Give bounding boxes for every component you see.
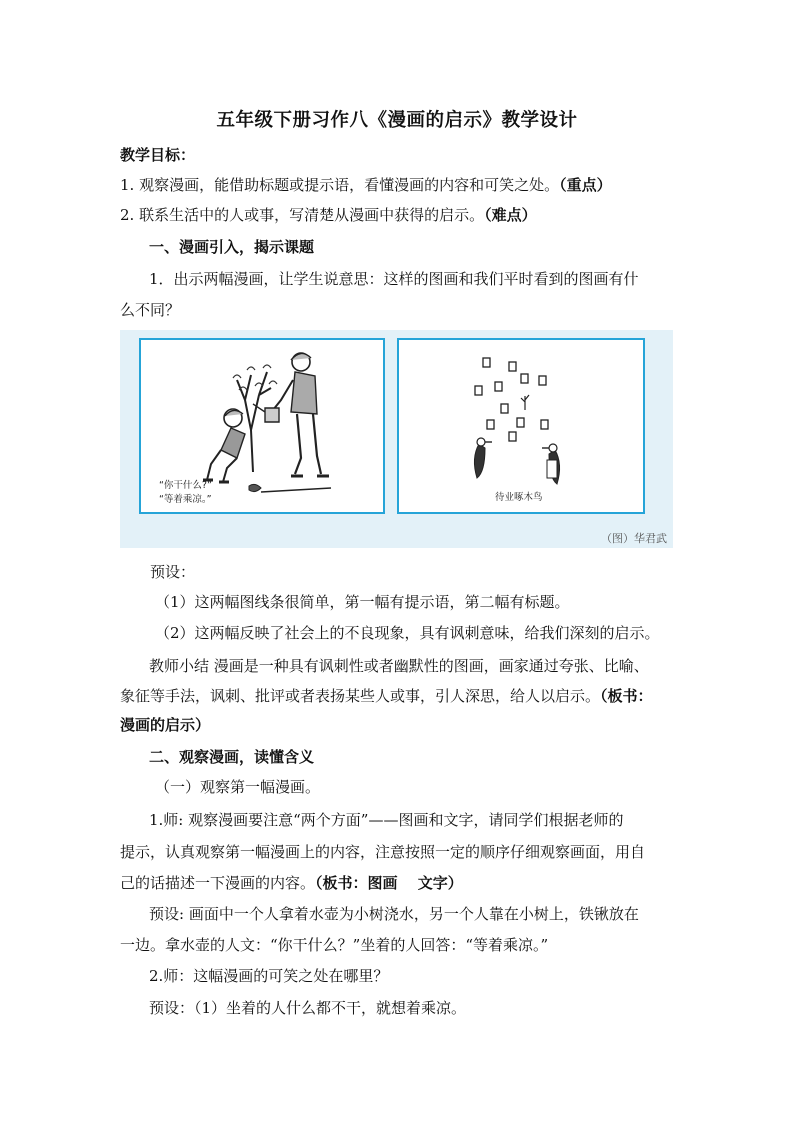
comic-panel-1-caption-1: “你干什么?” <box>159 480 212 491</box>
page-title: 五年级下册习作八《漫画的启示》教学设计 <box>216 110 578 131</box>
summary-line-3: 漫画的启示） <box>120 716 211 734</box>
comic-panel-1 <box>139 338 385 514</box>
preset-2: （2）这两幅反映了社会上的不良现象，具有讽刺意味，给我们深刻的启示。 <box>155 624 660 642</box>
comic-panel-2-caption: 待业啄木鸟 <box>495 492 543 503</box>
summary-line-2 <box>120 686 680 706</box>
section2-t1-line3-bold: （板书：图画 文字） <box>315 874 463 892</box>
goal-1 <box>120 175 680 195</box>
section2-preset-line1: 预设: 画面中一个人拿着水壶为小树浇水，另一个人靠在小树上，铁锹放在 <box>149 905 639 923</box>
goal-1-text: 1. 观察漫画，能借助标题或提示语，看懂漫画的内容和可笑之处。 <box>120 176 560 194</box>
section2-t1-line3 <box>120 873 680 893</box>
comic-panel-2-drawing <box>399 340 643 512</box>
goal-1-tag: （重点） <box>559 176 612 194</box>
section1-item1-line2: 么不同？ <box>120 301 181 319</box>
section2-t1-line3-text: 己的话描述一下漫画的内容。 <box>120 874 316 892</box>
section2-t2: 2.师：这幅漫画的可笑之处在哪里？ <box>149 967 389 985</box>
comic-figure <box>120 330 673 548</box>
goal-2-tag: （难点） <box>484 206 537 224</box>
comic-panel-2 <box>397 338 645 514</box>
summary-line-2-text: 象征等手法，讽刺、批评或者表扬某些人或事，引人深思，给人以启示。 <box>120 687 601 705</box>
section1-heading: 一、漫画引入，揭示课题 <box>149 238 315 256</box>
section2-heading: 二、观察漫画，读懂含义 <box>149 748 315 766</box>
goals-heading: 教学目标： <box>120 146 196 164</box>
summary-line-2-bold: （板书： <box>600 687 653 705</box>
section2-preset2: 预设：（1）坐着的人什么都不干，就想着乘凉。 <box>149 999 467 1017</box>
section2-sub1: （一）观察第一幅漫画。 <box>155 778 321 796</box>
section2-t1-line2: 提示，认真观察第一幅漫画上的内容，注意按照一定的顺序仔细观察画面，用自 <box>120 843 646 861</box>
goal-2 <box>120 205 680 225</box>
preset-1: （1）这两幅图线条很简单，第一幅有提示语，第二幅有标题。 <box>155 593 570 611</box>
section2-preset-line2: 一边。拿水壶的人文：“你干什么？”坐着的人回答：“等着乘凉。” <box>120 936 549 954</box>
comic-credit: （图）华君武 <box>601 532 667 545</box>
presets-label: 预设： <box>150 563 196 581</box>
summary-line-1: 教师小结 漫画是一种具有讽刺性或者幽默性的图画，画家通过夸张、比喻、 <box>149 657 649 675</box>
section1-item1-line1: 1．出示两幅漫画，让学生说意思：这样的图画和我们平时看到的图画有什 <box>149 270 639 288</box>
goal-2-text: 2. 联系生活中的人或事，写清楚从漫画中获得的启示。 <box>120 206 485 224</box>
comic-panel-1-caption-2: “等着乘凉。” <box>159 494 212 505</box>
section2-t1-line1: 1.师: 观察漫画要注意“两个方面”——图画和文字，请同学们根据老师的 <box>149 811 624 829</box>
